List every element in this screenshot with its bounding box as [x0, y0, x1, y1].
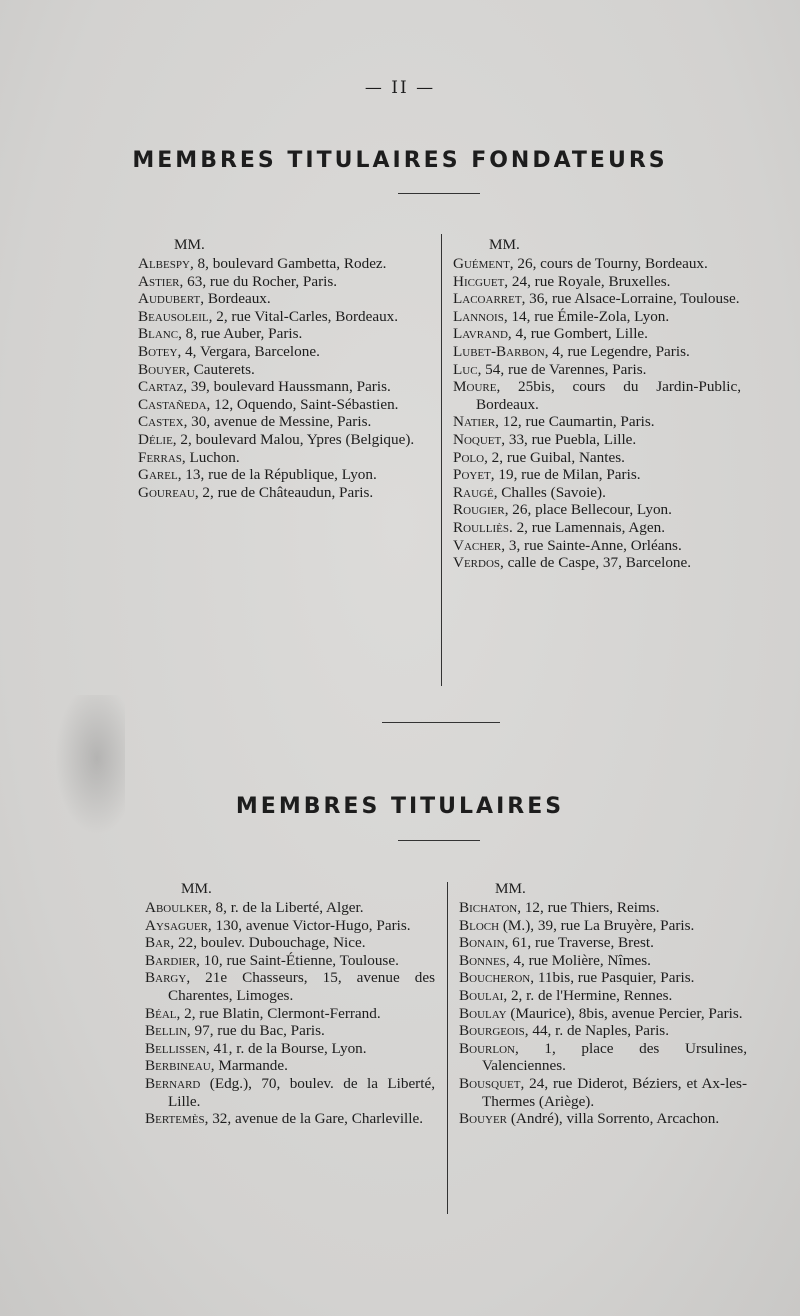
column-header: MM. [495, 880, 526, 897]
member-address: , 12, rue Thiers, Reims. [517, 899, 660, 916]
member-name: Astier [138, 272, 180, 290]
member-name: Cartaz [138, 378, 184, 396]
member-name: Lacoarret [453, 290, 522, 308]
member-name: Lannois [453, 307, 504, 325]
member-entry [453, 273, 741, 291]
member-address: , 44, r. de Naples, Paris. [524, 1022, 670, 1040]
member-address: , 2, rue Blatin, Clermont-Ferrand. [176, 1004, 381, 1022]
member-name: Bousquet [459, 1074, 521, 1092]
member-address: , 19, rue de Milan, Paris. [490, 466, 641, 484]
member-address: (Maurice), 8bis, avenue Percier, Paris. [506, 1004, 743, 1022]
member-entry [145, 1110, 435, 1128]
member-name: Ferras [138, 448, 182, 466]
member-name: Boulay [459, 1004, 507, 1022]
member-entry [453, 519, 741, 537]
member-name: Aboulker [145, 899, 208, 916]
member-entry [138, 466, 428, 484]
member-address: , 12, rue Caumartin, Paris. [495, 413, 655, 431]
member-address: , 30, avenue de Messine, Paris. [183, 413, 372, 431]
right-column-titulaires [459, 880, 747, 1128]
member-entry [459, 1040, 747, 1075]
member-address: , 8, r. de la Liberté, Alger. [207, 899, 364, 916]
member-name: Roulliès [453, 518, 509, 536]
member-address: , 21e Chasseurs, 15, avenue des Charentes, Limoges. [168, 969, 435, 1004]
member-entry [138, 431, 428, 449]
member-entry [453, 378, 741, 413]
member-address: , 97, rue du Bac, Paris. [186, 1022, 325, 1040]
member-name: Verdos [453, 554, 501, 572]
member-address: (André), villa Sorrento, Arcachon. [507, 1110, 720, 1128]
member-entry [145, 899, 435, 917]
member-entry [138, 396, 428, 414]
member-name: Poyet [453, 466, 491, 484]
member-entry [453, 255, 741, 273]
member-entry [459, 952, 747, 970]
section-rule [398, 840, 480, 841]
member-name: Beausoleil [138, 307, 209, 325]
member-name: Guément [453, 255, 510, 272]
member-name: Bellissen [145, 1039, 206, 1057]
member-entry [138, 378, 428, 396]
member-name: Lavrand [453, 325, 508, 343]
member-entry [145, 917, 435, 935]
member-entry [138, 290, 428, 308]
member-name: Goureau [138, 483, 195, 501]
member-entry [459, 934, 747, 952]
member-entry [453, 413, 741, 431]
member-entry [138, 484, 428, 502]
section-rule [398, 193, 480, 194]
member-name: Castex [138, 413, 184, 431]
member-entry [138, 361, 428, 379]
member-name: Bouyer [459, 1110, 508, 1128]
member-name: Blanc [138, 325, 179, 343]
member-entry [145, 1057, 435, 1075]
member-name: Béal [145, 1004, 177, 1022]
member-entry [453, 537, 741, 555]
member-address: , 33, rue Puebla, Lille. [501, 430, 637, 448]
member-entry [453, 361, 741, 379]
member-name: Boulai [459, 986, 504, 1004]
member-address: , Cauterets. [186, 360, 255, 378]
member-entry [145, 969, 435, 1004]
member-name: Noquet [453, 430, 502, 448]
member-address: , 22, boulev. Dubouchage, Nice. [170, 934, 366, 952]
member-address: , 39, boulevard Haussmann, Paris. [183, 378, 391, 396]
member-address: , 4, rue Legendre, Paris. [544, 342, 690, 360]
member-name: Bertemès [145, 1110, 205, 1128]
member-entry [459, 1022, 747, 1040]
member-address: , 2, rue Vital-Carles, Bordeaux. [208, 307, 399, 325]
member-address: , Challes (Savoie). [493, 483, 606, 501]
member-address: (Edg.), 70, boulev. de la Liberté, Lille. [168, 1074, 435, 1110]
member-entry [459, 969, 747, 987]
member-address: , 1, place des Ursulines, Valenciennes. [482, 1039, 747, 1075]
member-entry [453, 484, 741, 502]
member-address: , Bordeaux. [200, 290, 271, 308]
member-address: , 2, r. de l'Hermine, Rennes. [503, 986, 673, 1004]
member-entry [145, 952, 435, 970]
member-entry [459, 1075, 747, 1110]
member-entry [453, 449, 741, 467]
member-address: , 4, rue Gombert, Lille. [507, 325, 648, 343]
member-name: Aysaguer [145, 916, 208, 934]
member-address: (M.), 39, rue La Bruyère, Paris. [499, 916, 695, 934]
member-address: , 61, rue Traverse, Brest. [504, 934, 654, 952]
left-column-fondateurs [138, 236, 428, 501]
member-entry [453, 325, 741, 343]
member-name: Bouyer [138, 360, 187, 378]
member-address: , 12, Oquendo, Saint-Sébastien. [206, 395, 399, 413]
member-address: , 4, Vergara, Barcelone. [177, 342, 320, 360]
member-entry [138, 273, 428, 291]
member-address: , 36, rue Alsace-Lorraine, Toulouse. [521, 290, 740, 308]
member-address: , 14, rue Émile-Zola, Lyon. [503, 307, 670, 325]
member-name: Bar [145, 934, 171, 952]
member-entry [453, 554, 741, 572]
member-address: , 2, boulevard Malou, Ypres (Belgique). [172, 430, 415, 448]
member-entry [145, 1075, 435, 1110]
column-header: MM. [489, 236, 520, 253]
member-name: Castañeda [138, 395, 207, 413]
column-divider [447, 882, 448, 1214]
member-address: , 13, rue de la République, Lyon. [177, 466, 377, 484]
member-name: Bernard [145, 1074, 201, 1092]
left-column-titulaires [145, 880, 435, 1128]
member-entry [453, 308, 741, 326]
member-name: Berbineau [145, 1057, 211, 1075]
member-entry [138, 255, 428, 273]
member-entry [138, 449, 428, 467]
section-title-fondateurs: MEMBRES TITULAIRES FONDATEURS [132, 148, 668, 173]
member-address: , 26, place Bellecour, Lyon. [504, 501, 672, 519]
member-name: Boucheron [459, 969, 531, 987]
member-name: Bellin [145, 1022, 187, 1040]
member-name: Lubet-Barbon [453, 342, 545, 360]
member-address: , 8, rue Auber, Paris. [178, 325, 303, 343]
member-entry [453, 290, 741, 308]
member-address: , 11bis, rue Pasquier, Paris. [530, 969, 695, 987]
member-name: Albespy [138, 255, 190, 272]
member-entry [459, 987, 747, 1005]
member-entry [145, 934, 435, 952]
member-name: Polo [453, 448, 485, 466]
member-entry [459, 1005, 747, 1023]
member-name: Bloch [459, 916, 500, 934]
member-name: Bourlon [459, 1039, 515, 1057]
member-name: Moure [453, 378, 497, 396]
column-divider [441, 234, 442, 686]
member-name: Bargy [145, 969, 187, 987]
member-entry [145, 1040, 435, 1058]
member-address: , 24, rue Diderot, Béziers, et Ax-les-Thermes (Ariège). [482, 1074, 747, 1110]
member-entry [459, 917, 747, 935]
member-name: Bardier [145, 951, 197, 969]
member-name: Hicguet [453, 272, 505, 290]
member-name: Luc [453, 360, 478, 378]
member-entry [459, 1110, 747, 1128]
member-entry [453, 501, 741, 519]
member-name: Vacher [453, 536, 502, 554]
member-address: . 2, rue Lamennais, Agen. [508, 518, 666, 536]
member-name: Bichaton [459, 899, 518, 916]
member-name: Rougier [453, 501, 505, 519]
column-header: MM. [174, 236, 205, 253]
section-title-titulaires: MEMBRES TITULAIRES [235, 794, 565, 819]
member-name: Audubert [138, 290, 201, 308]
member-name: Botey [138, 342, 178, 360]
member-address: , 4, rue Molière, Nîmes. [505, 951, 651, 969]
member-name: Délie [138, 430, 173, 448]
member-name: Garel [138, 466, 178, 484]
member-address: , 26, cours de Tourny, Bordeaux. [509, 255, 708, 272]
member-address: , Luchon. [181, 448, 240, 466]
member-entry [453, 343, 741, 361]
member-name: Natier [453, 413, 496, 431]
member-address: , 8, boulevard Gambetta, Rodez. [189, 255, 387, 272]
member-entry [138, 343, 428, 361]
member-address: , 130, avenue Victor-Hugo, Paris. [207, 916, 411, 934]
member-address: , 24, rue Royale, Bruxelles. [504, 272, 671, 290]
member-address: , Marmande. [210, 1057, 288, 1075]
member-address: , 41, r. de la Bourse, Lyon. [205, 1039, 367, 1057]
member-name: Bonain [459, 934, 505, 952]
column-header: MM. [181, 880, 212, 897]
member-address: , 32, avenue de la Gare, Charleville. [204, 1110, 424, 1128]
member-entry [138, 413, 428, 431]
page-number: — II — [364, 78, 436, 98]
member-entry [453, 466, 741, 484]
member-entry [453, 431, 741, 449]
member-entry [138, 325, 428, 343]
member-address: , 2, rue de Châteaudun, Paris. [194, 483, 374, 501]
member-name: Bourgeois [459, 1022, 525, 1040]
member-name: Bonnes [459, 951, 506, 969]
member-address: , 10, rue Saint-Étienne, Toulouse. [196, 951, 399, 969]
member-entry [138, 308, 428, 326]
member-entry [145, 1022, 435, 1040]
separator-rule [382, 722, 500, 723]
member-address: , 3, rue Sainte-Anne, Orléans. [501, 536, 682, 554]
member-address: , 25bis, cours du Jardin-Public, Bordeaux. [476, 378, 741, 413]
member-name: Raugé [453, 483, 494, 501]
member-address: , 63, rue du Rocher, Paris. [179, 272, 338, 290]
member-address: , 2, rue Guibal, Nantes. [484, 448, 625, 466]
member-address: , 54, rue de Varennes, Paris. [477, 360, 647, 378]
member-address: , calle de Caspe, 37, Barcelone. [500, 554, 692, 572]
member-entry [459, 899, 747, 917]
member-entry [145, 1005, 435, 1023]
right-column-fondateurs [453, 236, 741, 572]
